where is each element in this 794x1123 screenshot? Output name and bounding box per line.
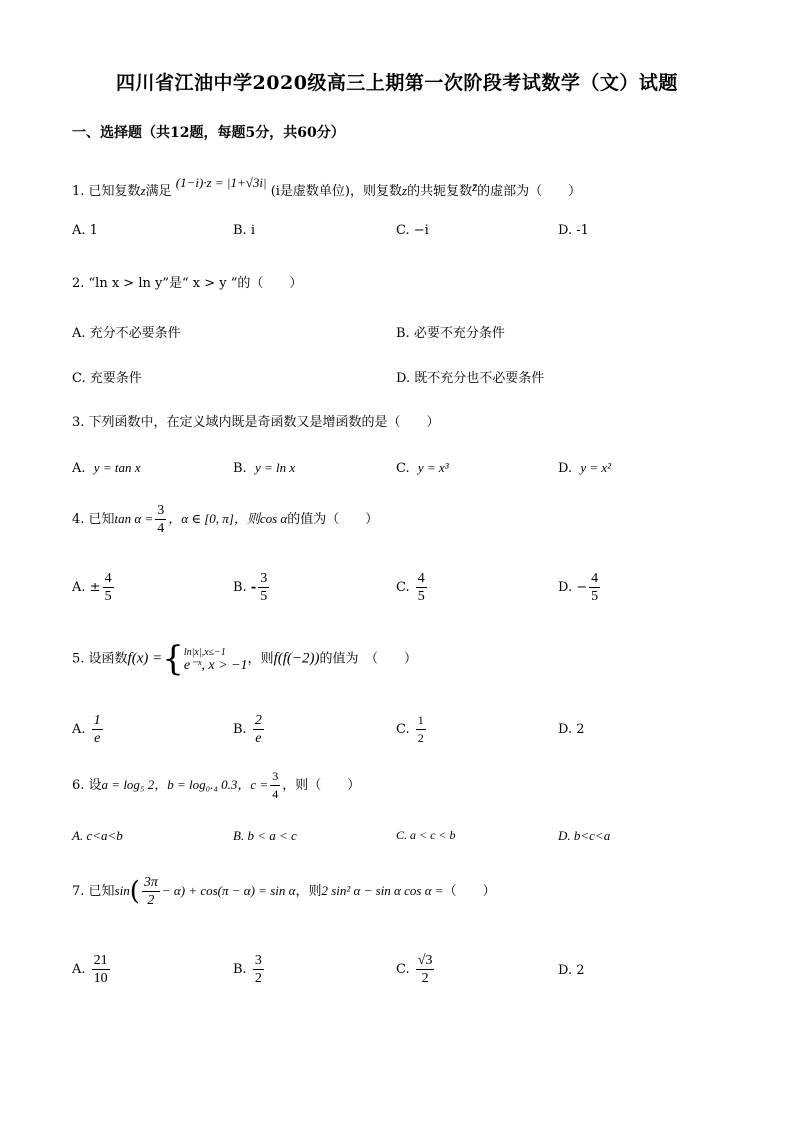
q3-option-c[interactable]: C. y = x³: [396, 460, 449, 476]
q7-option-a[interactable]: A. $\frac{21}{10}$: [72, 953, 108, 986]
q4-option-d[interactable]: D. − $\frac{4}{5}$: [558, 571, 599, 604]
question-2: 2. “ln x > ln y”是“ x > y ”的（ ）: [72, 276, 303, 291]
q3-option-d[interactable]: D. y = x²: [558, 460, 612, 476]
q6-option-c[interactable]: C. a < c < b: [396, 828, 456, 842]
question-4: 4. 已知tan α = $\frac{3}{4}$ ，α ∈ [0, π]，则cos α的值为（ ）: [72, 503, 379, 536]
q6-option-b[interactable]: B. b < a < c: [233, 828, 297, 843]
q5-option-a[interactable]: A. $\frac{1}{e}$: [72, 713, 101, 746]
q5-option-d[interactable]: D. 2: [558, 722, 585, 737]
q1-option-c[interactable]: C. −i: [396, 223, 429, 238]
question-3: 3. 下列函数中，在定义域内既是奇函数又是增函数的是（ ）: [72, 415, 440, 430]
section-heading: 一、选择题（共12题，每题5分，共60分）: [72, 125, 345, 141]
question-1: 1. 已知复数z满足 (1−i)·z = |1+√3i| (i是虚数单位)，则复数z的共轭复数z̄的虚部为（ ）: [72, 175, 582, 199]
q7-option-b[interactable]: B. $\frac{3}{2}$: [233, 953, 262, 986]
q4-option-c[interactable]: C. $\frac{4}{5}$: [396, 571, 425, 604]
page-title: 四川省江油中学2020级高三上期第一次阶段考试数学（文）试题: [116, 72, 678, 94]
q5-option-b[interactable]: B. $\frac{2}{e}$: [233, 713, 262, 746]
q7-option-d[interactable]: D. 2: [558, 963, 585, 978]
q2-option-d[interactable]: D. 既不充分也不必要条件: [396, 371, 545, 386]
q1-option-b[interactable]: B. i: [233, 223, 255, 238]
q4-option-b[interactable]: B. - $\frac{3}{5}$: [233, 571, 268, 604]
piecewise-brace: {: [162, 639, 184, 679]
question-5: 5. 设函数f(x) ={ ln|x|,x≤−1 e⁻ˣ, x > −1 ，则f(f(−2))的值为 （ ）: [72, 639, 418, 679]
q5-option-c[interactable]: C. $\frac{1}{2}$: [396, 713, 424, 745]
q1-option-d[interactable]: D. -1: [558, 223, 589, 238]
question-6: 6. 设a = log₅ 2，b = log₀.₄ 0.3，c = $\frac{3}{4}$ ，则（ ）: [72, 769, 361, 801]
q4-option-a[interactable]: A. ± $\frac{4}{5}$: [72, 571, 112, 604]
q1-formula: (1−i)·z = |1+√3i|: [175, 175, 267, 190]
q3-option-a[interactable]: A. y = tan x: [72, 460, 141, 476]
question-7: 7. 已知sin( $\frac{3\pi}{2}$ − α) + cos(π − α) = sin α，则2 sin² α − sin α cos α =（ ）: [72, 875, 496, 908]
q2-option-c[interactable]: C. 充要条件: [72, 371, 142, 386]
q1-option-a[interactable]: A. 1: [72, 223, 98, 238]
q3-option-b[interactable]: B. y = ln x: [233, 460, 296, 476]
q6-option-a[interactable]: A. c<a<b: [72, 828, 123, 843]
q6-option-d[interactable]: D. b<c<a: [558, 828, 611, 843]
q2-option-a[interactable]: A. 充分不必要条件: [72, 326, 181, 341]
q7-option-c[interactable]: C. $\frac{√3}{2}$: [396, 953, 433, 986]
q2-option-b[interactable]: B. 必要不充分条件: [396, 326, 505, 341]
